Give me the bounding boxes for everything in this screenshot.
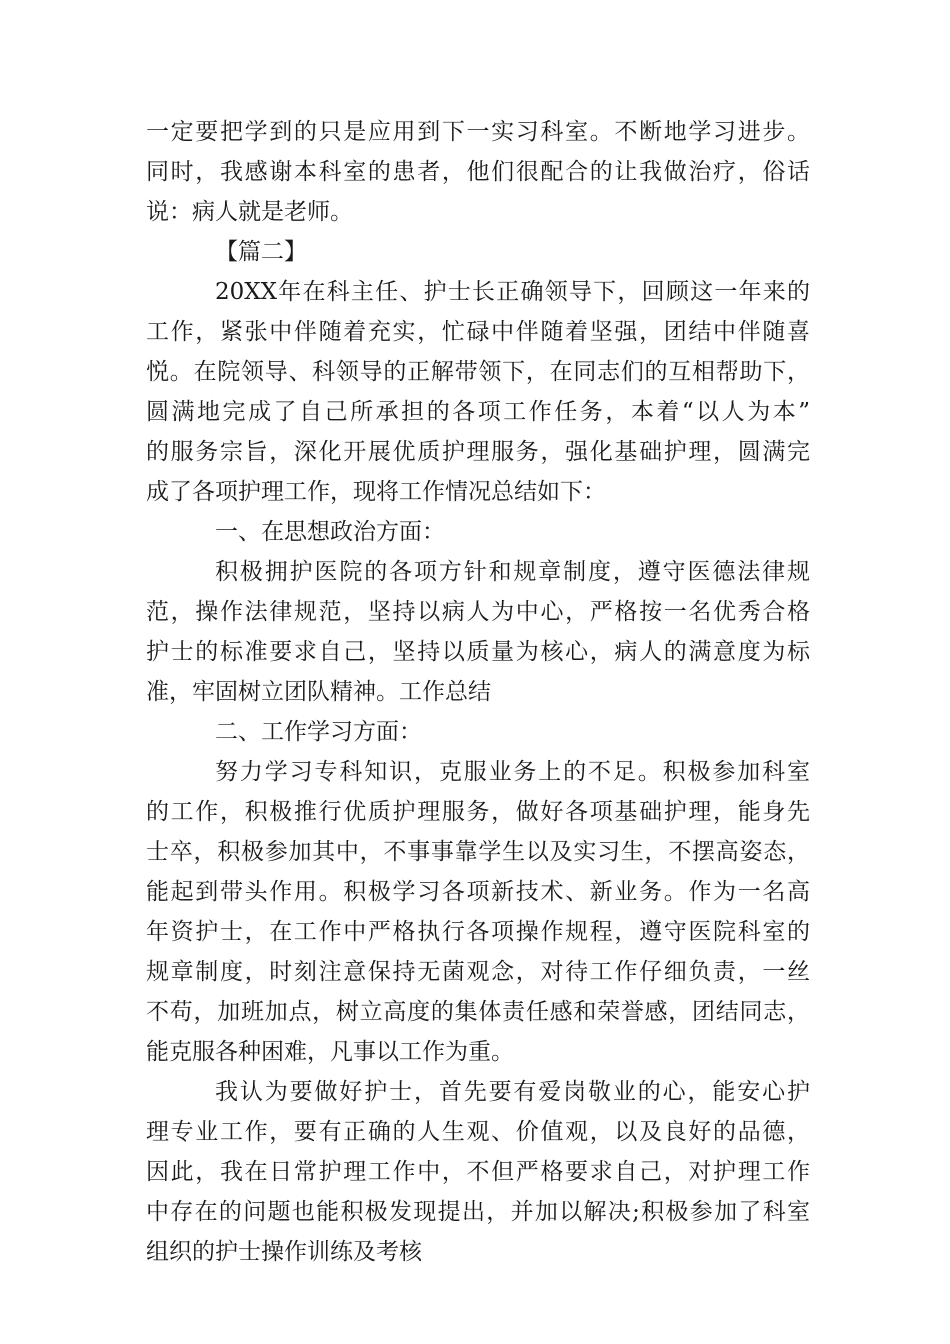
section-heading — [146, 712, 810, 752]
text-line: 因此，我在日常护理工作中，不但严格要求自己，对护理工作 — [146, 1159, 810, 1185]
text-line: 的工作，积极推行优质护理服务，做好各项基础护理，能身先 — [146, 799, 810, 825]
text-line: 年资护士，在工作中严格执行各项操作规程，遵守医院科室的 — [146, 919, 810, 945]
paragraph — [146, 552, 810, 712]
text-line: 能起到带头作用。积极学习各项新技术、新业务。作为一名高 — [146, 879, 810, 905]
text-line: 不苟，加班加点，树立高度的集体责任感和荣誉感，团结同志， — [146, 999, 810, 1025]
text-line: 理专业工作，要有正确的人生观、价值观，以及良好的品德， — [146, 1119, 810, 1145]
paragraph — [146, 1072, 810, 1272]
text-line: 护士的标准要求自己，坚持以质量为核心，病人的满意度为标 — [146, 639, 810, 665]
text-line: 准，牢固树立团队精神。工作总结 — [146, 679, 491, 705]
text-line: 组织的护士操作训练及考核 — [146, 1239, 422, 1265]
heading-text: 二、工作学习方面： — [215, 719, 422, 745]
text-line: 能克服各种困难，凡事以工作为重。 — [146, 1039, 514, 1065]
document-body — [146, 112, 810, 1272]
text-line: 士卒，积极参加其中，不事事靠学生以及实习生，不摆高姿态， — [146, 839, 810, 865]
text-line: 悦。在院领导、科领导的正解带领下，在同志们的互相帮助下， — [146, 359, 810, 385]
heading-text: 一、在思想政治方面： — [215, 519, 445, 545]
text-line: 积极拥护医院的各项方针和规章制度，遵守医德法律规 — [215, 559, 810, 585]
text-line: 圆满地完成了自己所承担的各项工作任务，本着“以人为本” — [146, 399, 810, 425]
section-heading — [146, 232, 810, 272]
text-line: 我认为要做好护士，首先要有爱岗敬业的心，能安心护 — [215, 1079, 810, 1105]
paragraph — [146, 272, 810, 512]
paragraph — [146, 752, 810, 1072]
text-line: 的服务宗旨，深化开展优质护理服务，强化基础护理，圆满完 — [146, 439, 810, 465]
text-line: 同时，我感谢本科室的患者，他们很配合的让我做治疗，俗话 — [146, 159, 810, 185]
text-line: 工作，紧张中伴随着充实，忙碌中伴随着坚强，团结中伴随喜 — [146, 319, 810, 345]
section-heading — [146, 512, 810, 552]
text-line: 20XX年在科主任、护士长正确领导下，回顾这一年来的 — [215, 279, 810, 305]
text-line: 范，操作法律规范，坚持以病人为中心，严格按一名优秀合格 — [146, 599, 810, 625]
heading-text: 【篇二】 — [215, 239, 307, 265]
text-line: 规章制度，时刻注意保持无菌观念，对待工作仔细负责，一丝 — [146, 959, 810, 985]
text-line: 成了各项护理工作，现将工作情况总结如下： — [146, 479, 606, 505]
text-line: 中存在的问题也能积极发现提出，并加以解决;积极参加了科室 — [146, 1199, 810, 1225]
text-line: 一定要把学到的只是应用到下一实习科室。不断地学习进步。 — [146, 119, 810, 145]
text-line: 努力学习专科知识，克服业务上的不足。积极参加科室 — [215, 759, 810, 785]
paragraph — [146, 112, 810, 232]
text-line: 说：病人就是老师。 — [146, 199, 353, 225]
